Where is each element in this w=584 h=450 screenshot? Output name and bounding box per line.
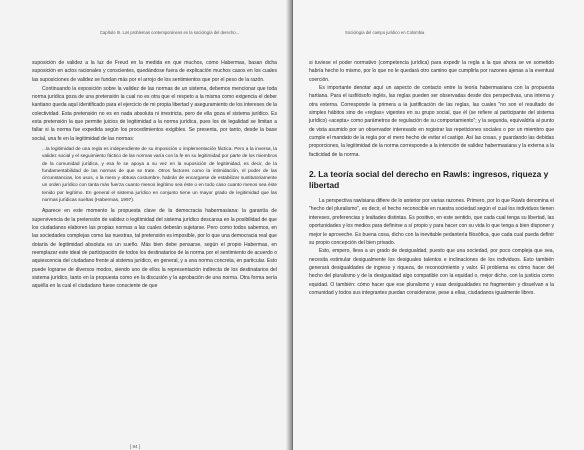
left-paragraph-1: suposición de validez a la luz de Freud en la medida en que muchos, como Habermas, basan dicha suposición en actos racionales y conscientes, quedándose fuera de explicación muchos casos en los cuales las suposiciones de validez se fundan más por el arrojo de los sentimientos que por el peso de la razón. bbox=[32, 60, 277, 83]
running-header-left: Capítulo III. Los problemas contemporáneos en la sociología del derecho... bbox=[99, 30, 240, 35]
page-number: [ 94 ] bbox=[130, 444, 141, 449]
right-paragraph-3: La perspectiva rawlsiana difiere de lo anterior por varias razones. Primero, por lo que Rawls denomina el "hecho del pluralismo", es decir, el hecho reconocible en nuestra sociedad según el cual los individuos tienen intereses, preferencias y lealtades distintas. Es positivo, en este sentido, que cada cual tenga su libertad, las oportunidades y los medios para definirse a sí propio y para hacer con su vida lo que tenga a bien disponer y mejor le aproveche. Es buena cosa, dicho con la inevitable pedantería filosófica, que cada cual pueda definir su propio concepción del bien privado. bbox=[309, 198, 554, 246]
right-page bbox=[293, 0, 584, 450]
right-paragraph-1: si tuviese el poder normativo (competencia jurídica) para expedir la regla a la que ahora se ve sometido habría hecho lo mismo, por lo que no le quedará otro camino que cumplirla por razones ajenas a la eventual coerción. bbox=[309, 60, 554, 83]
running-header-right: Sociología del campo jurídico en Colombia bbox=[345, 30, 425, 35]
block-quote: ...la legitimidad de una regla es independiente de su imposición o implementación fáctica. Pero a la inversa, la validez social y el seguimiento fáctico de las normas varía con la fe en su legitimidad por parte de los miembros de la comunidad jurídica, y esa fe se apoya a su vez en la suposición de legitimidad, es decir, de la fundamentabilidad de las normas de que se trate. Otros factores como la intimidación, el poder de las circunstancias, los usos, o la mera y obtusa costumbre, habrán de encargarse de estabilizar sustitutoriamente un orden jurídico con tanta más fuerza cuanto menos legítimo sea éste o en todo caso cuanto menos sea éste tenido por legítimo. En general el sistema jurídico en conjunto tiene un mayor grado de legitimidad que las normas jurídicas sueltas (Habermas, 1997). bbox=[42, 146, 277, 204]
right-paragraph-4: Esto, empero, lleva a un grado de desigualdad, puesto que una sociedad, por poco compleja que sea, necesita estimular desigualmente los desiguales talentos e inclinaciones de los individuos. Esto también generará desigualdades de ingreso y riqueza, de reconocimiento y valor. El problema es cómo hacer del hecho del pluralismo y de la desigualdad algo compatible con la equidad o, mejor dicho, con la justicia como equidad. O también: cómo hacer que ese pluralismo y esas desigualdades no fragmenten y disuelvan a la comunidad y todos sus integrantes puedan considerarse, pese a ellas, ciudadanos igualmente libres. bbox=[309, 248, 554, 296]
left-page bbox=[0, 0, 291, 450]
left-paragraph-3: Aparece en este momento la propuesta clave de la democracia habermasiana: la garantía de supervivencia de la pretensión de validez o legitimidad del sistema jurídico descansa en la posibilidad de que los ciudadanos elaboren las propias normas a las cuales deberán sujetarse. Pero como todos sabemos, en las sociedades complejas como las nuestras, tal pretensión es imposible, por lo que una democracia real que dotaría de legitimidad absoluta es un sueño. Más bien debe pensarse, según el propio Habermas, en reemplazar este ideal de participación de todos los destinatarios de la norma por el sentimiento de acuerdo o aquiescencia del ciudadano frente al sistema jurídico, en general, y a una norma concreta, en particular. Esto puede lograrse de diversos modos, siendo uno de ellos la representación indirecta de los destinatarios del sistema jurídico, tanto en la propuesta como en la discusión y la aprobación de una norma. Otra forma sería aquélla en la cual el ciudadano fuese consciente de que bbox=[32, 208, 277, 290]
left-paragraph-2: Continuando la exposición sobre la validez de las normas de un sistema, debemos mencionar que toda norma jurídica goza de una pretensión la cual no es otra que el respeto a la misma como exigencia el deber kantiano queda aquí identificado para el ejercicio de mi propia libertad y aseguramiento de los intereses de la colectividad. Esta pretensión no es en nada absoluta ni irrestricta, pero de ella goza el sistema jurídico. Es esta pretensión la que permite juicios de legitimidad a la norma jurídica, pues los de legalidad se limitan a fallar si la norma fue expedida según los procedimientos exigibles. Se presenta, por tanto, desde la base social, una fe en la legitimidad de las normas: bbox=[32, 85, 277, 142]
right-paragraph-2: Es importante denotar aquí un aspecto de contacto entre la teoría habermasiana con la propuesta hartiana. Para el iusfilósofo inglés, las reglas pueden ser observadas desde dos perspectivas, una interna y otra externa. Corresponde la primera a la justificación de las reglas, las cuales "no son el resultado de simples hábitos sino de «reglas» vigentes en su grupo social, que él (se refiere al participante del sistema jurídico) «acepta» como parámetros de regulación de su comportamiento"; y la segunda, equivaldría al punto de vista asumido por un observador interesado en registrar las repeticiones sociales o por un miembro que cumple el mandato de la regla por el mero hecho de evitar el castigo. Así las cosas, y guardando las debidas proporciones, la legitimidad de la norma corresponde a la intención de validez habermasiana y la externa a la facticidad de la norma. bbox=[309, 85, 554, 158]
section-heading: 2. La teoría social del derecho en Rawls: ingresos, riqueza y libertad bbox=[309, 169, 549, 191]
